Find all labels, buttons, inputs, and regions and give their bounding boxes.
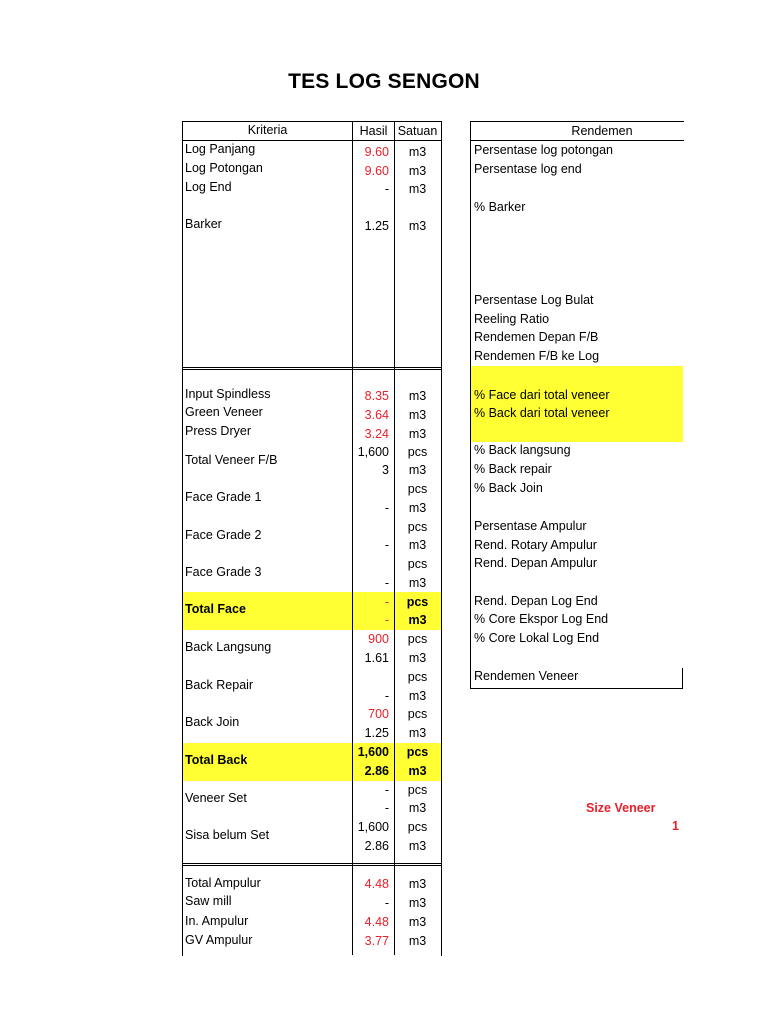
rendemen-item: % Back Join [474,481,543,495]
row-label: Total Ampulur [185,876,261,890]
rendemen-item: % Back repair [474,462,552,476]
row-satuan-pcs: pcs [407,445,428,459]
row-satuan: m3 [408,164,427,178]
rendemen-item: % Face dari total veneer [474,388,610,402]
row-hasil: 3.77 [364,934,389,948]
row-hasil: 4.48 [364,877,389,891]
rendemen-item: Persentase Ampulur [474,519,587,533]
row-hasil-pcs: - [384,783,389,797]
row-hasil-pcs: 900 [368,632,389,646]
row-satuan-m3: m3 [408,501,427,515]
rendemen-item: Rend. Rotary Ampulur [474,538,597,552]
row-satuan: m3 [408,934,427,948]
rendemen-item: Persentase log end [474,162,582,176]
row-satuan-pcs: pcs [407,670,428,684]
size-veneer-label: Size Veneer [586,801,656,815]
rendemen-item: % Barker [474,200,526,214]
row-hasil-pcs: 1,600 [357,445,389,459]
left-section-divider-1 [182,367,442,368]
row-hasil-m3: - [384,689,389,703]
row-satuan-pcs: pcs [407,783,428,797]
header-satuan: Satuan [397,124,438,138]
row-satuan-m3: m3 [408,726,427,740]
rendemen-item: % Back langsung [474,443,571,457]
row-label: Log Potongan [185,161,263,175]
row-satuan-pcs: pcs [406,745,429,759]
row-satuan-pcs: pcs [407,707,428,721]
row-hasil-m3: - [384,613,389,627]
left-section-divider-4 [182,865,442,866]
row-satuan-pcs: pcs [407,482,428,496]
row-satuan-m3: m3 [408,839,427,853]
row-satuan-pcs: pcs [406,595,429,609]
right-left-border [470,121,471,689]
row-satuan-m3: m3 [408,613,427,627]
row-label: Face Grade 2 [185,528,262,542]
row-satuan: m3 [408,877,427,891]
row-label: GV Ampulur [185,933,253,947]
row-hasil-m3: 1.25 [364,726,389,740]
row-satuan-m3: m3 [408,538,427,552]
row-hasil-m3: 2.86 [364,839,389,853]
row-hasil: 8.35 [364,389,389,403]
row-hasil: - [384,896,389,910]
row-hasil-m3: - [384,801,389,815]
row-hasil-pcs [353,480,389,499]
row-label: Face Grade 3 [185,565,262,579]
row-hasil-m3: 2.86 [364,764,389,778]
row-label: Saw mill [185,894,232,908]
row-satuan: m3 [408,408,427,422]
row-hasil-pcs: - [384,595,389,609]
rendemen-item: % Back dari total veneer [474,406,610,420]
row-label: Log End [185,180,232,194]
row-label: Back Repair [185,678,254,692]
row-label-total-back: Total Back [185,753,248,767]
row-label: Face Grade 1 [185,490,262,504]
row-hasil-pcs: 1,600 [357,820,389,834]
size-veneer-value: 1 [672,819,679,833]
row-satuan-m3: m3 [408,463,427,477]
row-satuan-pcs: pcs [407,820,428,834]
rendemen-item: Persentase Log Bulat [474,293,594,307]
rendemen-item: Rendemen Depan F/B [474,330,599,344]
row-hasil: 9.60 [364,145,389,159]
row-hasil-pcs [353,555,389,574]
row-hasil-m3: 3 [382,463,389,477]
row-label: Veneer Set [185,791,247,805]
row-hasil: 3.24 [364,427,389,441]
row-label: Back Langsung [185,640,272,654]
row-hasil-m3: - [384,501,389,515]
row-satuan-pcs: pcs [407,520,428,534]
row-satuan-m3: m3 [408,651,427,665]
header-kriteria: Kriteria [247,123,288,137]
row-satuan-m3: m3 [408,689,427,703]
row-satuan: m3 [408,182,427,196]
row-satuan: m3 [408,896,427,910]
right-right-border [682,668,683,689]
rendemen-item: Rendemen Veneer [474,669,579,683]
row-satuan: m3 [408,219,427,233]
row-hasil-pcs: 1,600 [357,745,389,759]
left-section-divider-3 [182,863,442,864]
rendemen-item: Rendemen F/B ke Log [474,349,600,363]
rendemen-item: Reeling Ratio [474,312,550,326]
left-section-divider-2 [182,369,442,370]
row-hasil-pcs: 700 [368,707,389,721]
row-label: In. Ampulur [185,914,249,928]
row-satuan: m3 [408,915,427,929]
row-hasil: 1.25 [364,219,389,233]
row-satuan-m3: m3 [408,801,427,815]
row-satuan: m3 [408,427,427,441]
row-label-total-face: Total Face [185,602,246,616]
row-satuan-pcs: pcs [407,557,428,571]
row-satuan-m3: m3 [408,576,427,590]
row-label: Input Spindless [185,387,271,401]
row-hasil-pcs [353,518,389,537]
rendemen-header: Rendemen [571,124,633,138]
rendemen-item: Rend. Depan Ampulur [474,556,597,570]
rendemen-item: Persentase log potongan [474,143,613,157]
row-satuan-pcs: pcs [407,632,428,646]
row-label: Green Veneer [185,405,263,419]
rendemen-item: Rend. Depan Log End [474,594,598,608]
row-satuan: m3 [408,389,427,403]
row-hasil-m3: - [384,576,389,590]
row-satuan-m3: m3 [408,764,427,778]
rendemen-item: % Core Lokal Log End [474,631,600,645]
row-label: Press Dryer [185,424,251,438]
page-title: TES LOG SENGON [288,70,480,93]
row-hasil-pcs [353,668,389,687]
row-label: Sisa belum Set [185,828,270,842]
row-label: Back Join [185,715,240,729]
rendemen-item: % Core Ekspor Log End [474,612,609,626]
row-label: Barker [185,217,222,231]
row-label: Total Veneer F/B [185,453,278,467]
row-hasil-m3: - [384,538,389,552]
right-bottom-border [470,688,683,689]
row-satuan: m3 [408,145,427,159]
row-hasil-m3: 1.61 [364,651,389,665]
row-hasil: 9.60 [364,164,389,178]
row-label: Log Panjang [185,142,256,156]
header-hasil: Hasil [359,124,388,138]
row-hasil: 4.48 [364,915,389,929]
row-hasil: - [384,182,389,196]
row-hasil: 3.64 [364,408,389,422]
